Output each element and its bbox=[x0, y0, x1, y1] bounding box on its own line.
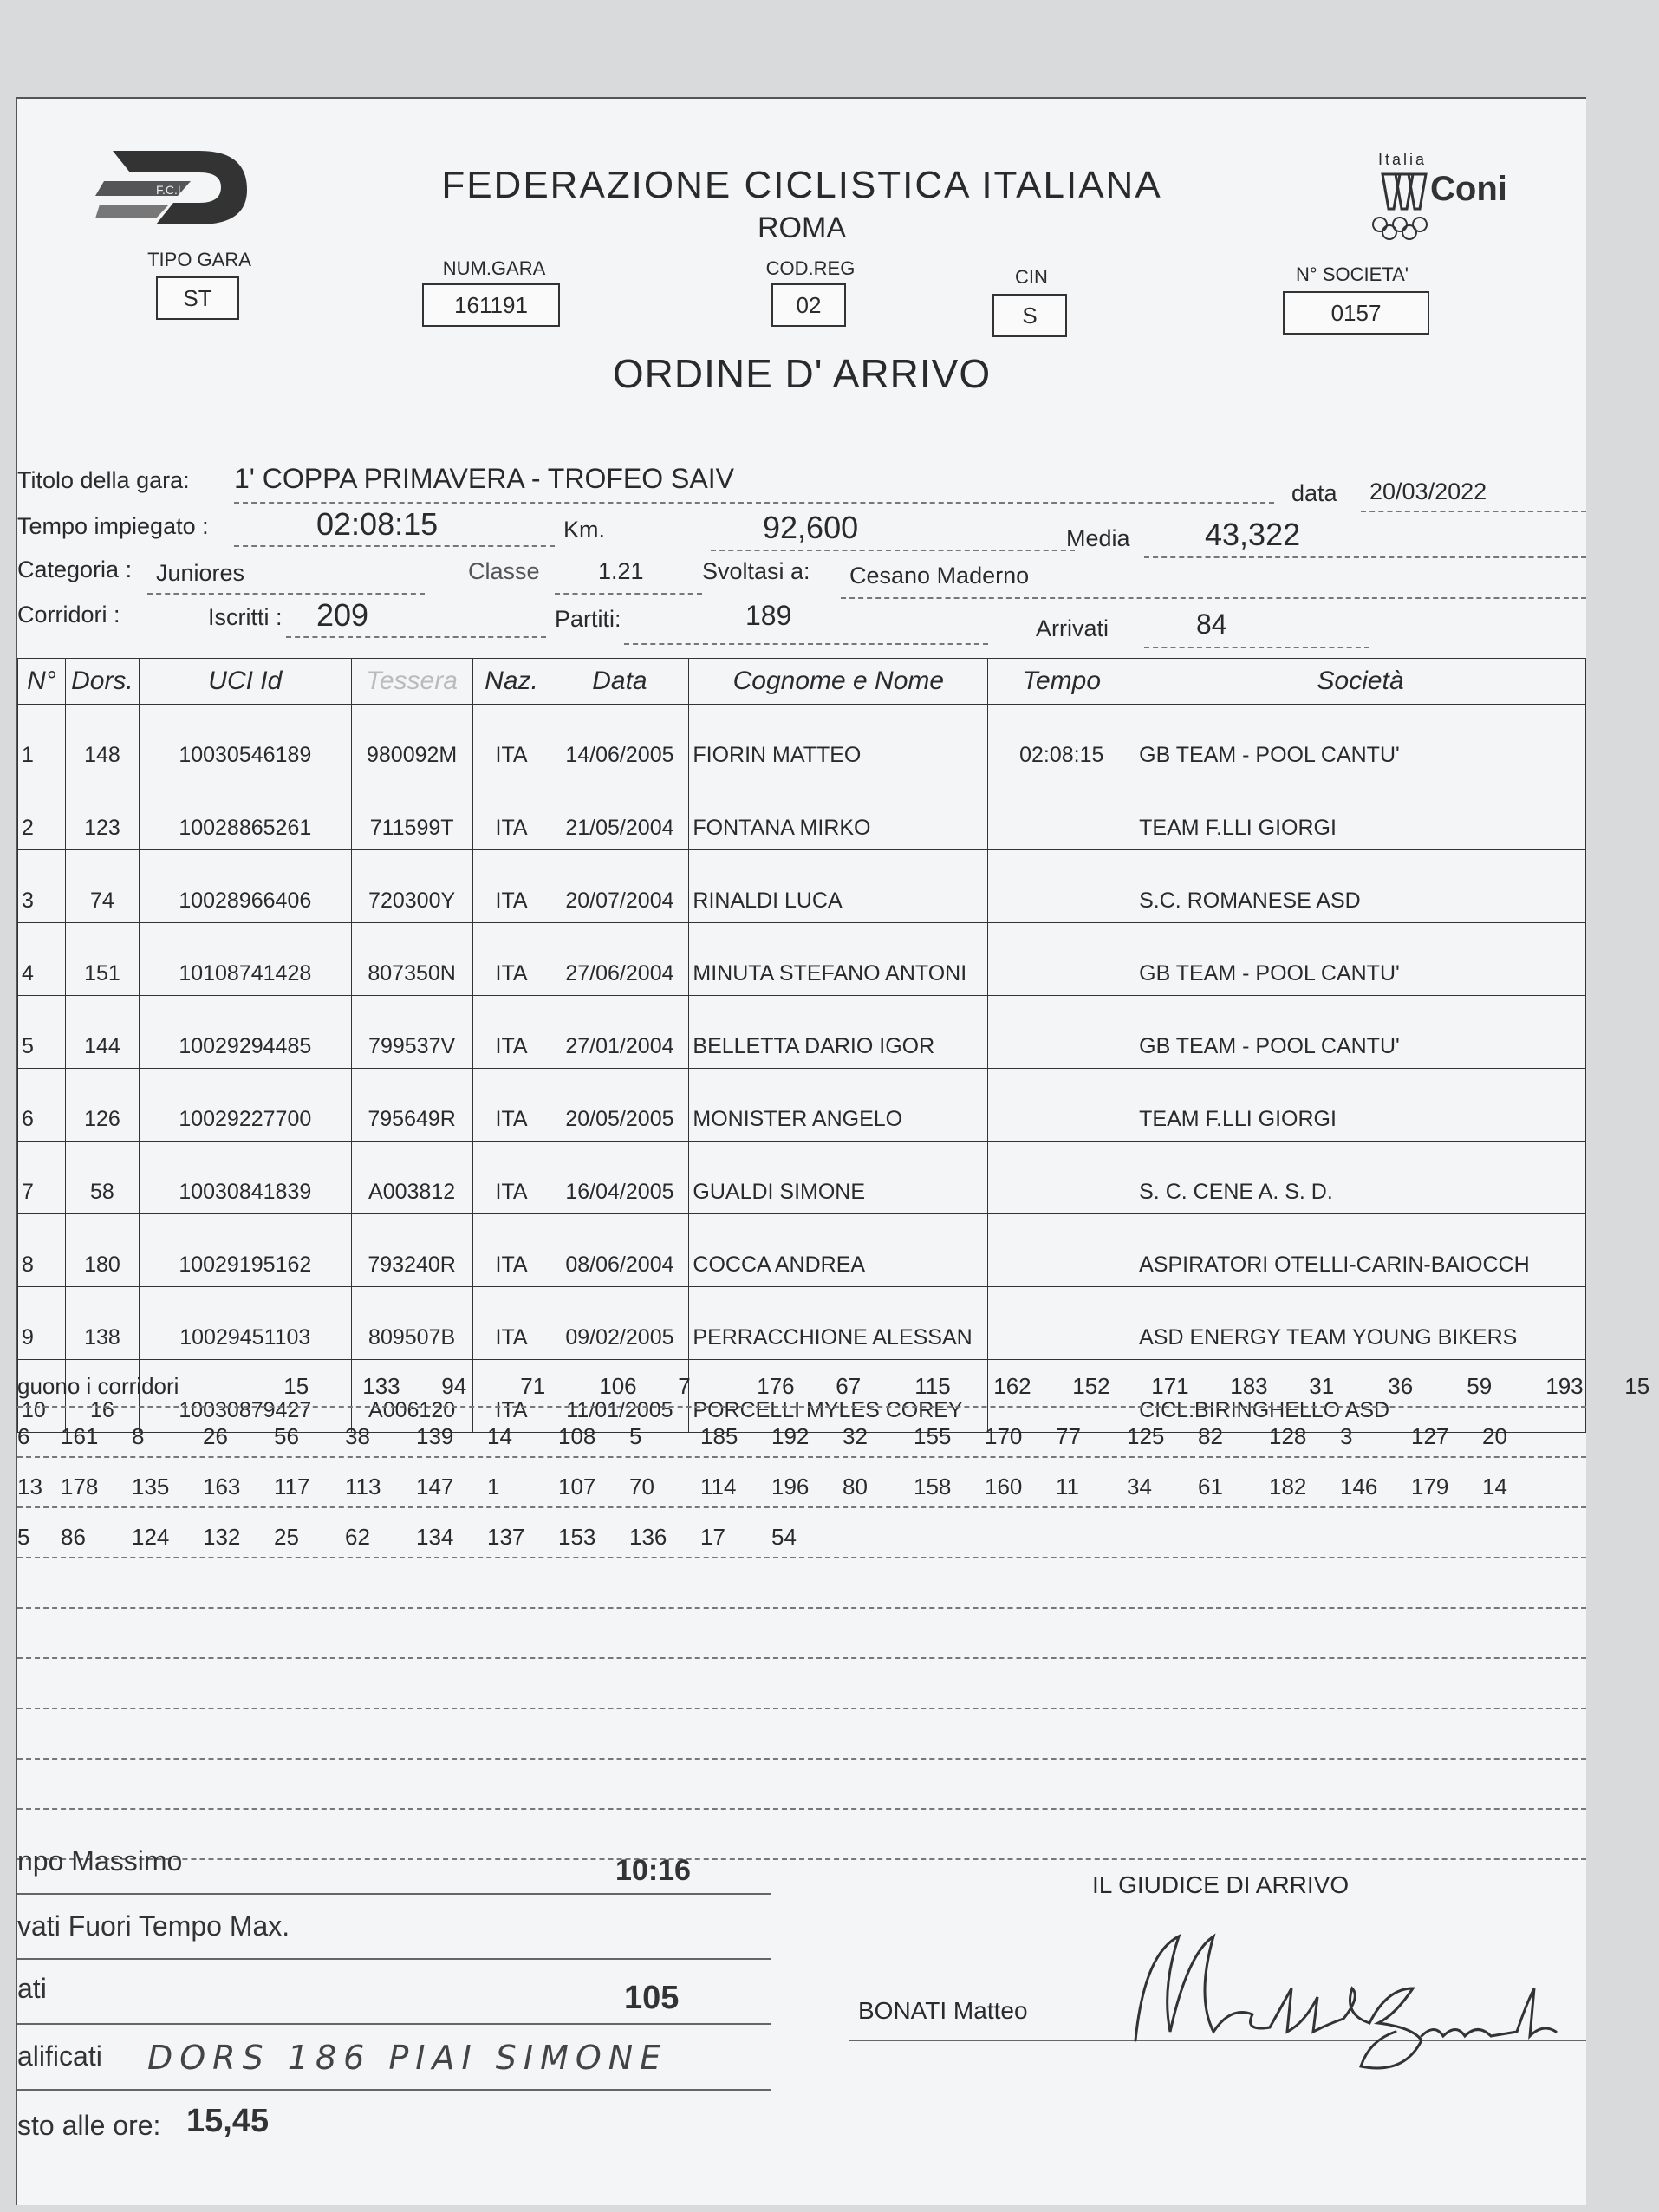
cell-societa: CICL.BIRINGHELLO ASD bbox=[1135, 1360, 1586, 1433]
cell-uci: 10029195162 bbox=[139, 1214, 351, 1287]
blank-dash-2 bbox=[17, 1657, 1586, 1659]
other-line bbox=[17, 2023, 771, 2025]
follower-number: 179 bbox=[1411, 1474, 1449, 1500]
race-category: Juniores bbox=[156, 560, 245, 586]
col-header-n: N° bbox=[18, 659, 66, 705]
max-time-value: 10:16 bbox=[615, 1854, 691, 1887]
coni-italia-text: Italia bbox=[1378, 151, 1428, 168]
cell-societa: TEAM F.LLI GIORGI bbox=[1135, 777, 1586, 850]
follower-number: 26 bbox=[203, 1423, 228, 1449]
follower-number: 5 bbox=[17, 1524, 30, 1550]
col-header-tempo: Tempo bbox=[988, 659, 1135, 705]
race-started: 189 bbox=[745, 600, 792, 631]
col-header-nome: Cognome e Nome bbox=[689, 659, 988, 705]
race-category-line bbox=[147, 593, 425, 595]
cell-data: 08/06/2004 bbox=[550, 1214, 689, 1287]
cell-societa: S.C. ROMANESE ASD bbox=[1135, 850, 1586, 923]
out-of-time-label: vati Fuori Tempo Max. bbox=[17, 1910, 290, 1942]
cell-naz: ITA bbox=[472, 1142, 550, 1214]
follower-number: 132 bbox=[203, 1524, 241, 1550]
blank-dash-5 bbox=[17, 1808, 1586, 1810]
cell-naz: ITA bbox=[472, 777, 550, 850]
cell-societa: ASPIRATORI OTELLI-CARIN-BAIOCCH bbox=[1135, 1214, 1586, 1287]
signature-icon bbox=[1083, 1902, 1586, 2092]
followers-dash-4 bbox=[17, 1557, 1586, 1558]
cell-data: 14/06/2005 bbox=[550, 705, 689, 777]
cell-societa: TEAM F.LLI GIORGI bbox=[1135, 1069, 1586, 1142]
follower-number: 134 bbox=[416, 1524, 454, 1550]
cell-n: 5 bbox=[18, 996, 66, 1069]
cell-tessera: 980092M bbox=[351, 705, 472, 777]
cell-naz: ITA bbox=[472, 1360, 550, 1433]
follower-number: 135 bbox=[132, 1474, 170, 1500]
race-km-line bbox=[711, 550, 1075, 551]
code-box-cod-reg: 02 bbox=[771, 283, 846, 327]
place-label: Svoltasi a: bbox=[702, 558, 810, 584]
race-place: Cesano Maderno bbox=[849, 563, 1030, 589]
table-row bbox=[18, 1069, 1586, 1142]
other-label: ati bbox=[17, 1973, 47, 2004]
blank-dash-3 bbox=[17, 1708, 1586, 1709]
cell-nome: MONISTER ANGELO bbox=[689, 1069, 988, 1142]
max-time-line bbox=[17, 1893, 771, 1895]
follower-number: 192 bbox=[771, 1423, 810, 1449]
cell-data: 21/05/2004 bbox=[550, 777, 689, 850]
follower-number: 56 bbox=[274, 1423, 299, 1449]
follower-number: 147 bbox=[416, 1474, 454, 1500]
follower-number: 196 bbox=[771, 1474, 810, 1500]
col-header-data: Data bbox=[550, 659, 689, 705]
cell-uci: 10028865261 bbox=[139, 777, 351, 850]
follower-number: 7 bbox=[678, 1373, 691, 1399]
cell-tempo bbox=[988, 777, 1135, 850]
cell-naz: ITA bbox=[472, 1214, 550, 1287]
cell-tempo: 02:08:15 bbox=[988, 705, 1135, 777]
cell-dors: 123 bbox=[65, 777, 139, 850]
cell-nome: FONTANA MIRKO bbox=[689, 777, 988, 850]
follower-number: 163 bbox=[203, 1474, 241, 1500]
started-label: Partiti: bbox=[555, 606, 621, 632]
cell-dors: 144 bbox=[65, 996, 139, 1069]
cell-n: 8 bbox=[18, 1214, 66, 1287]
followers-line-1 bbox=[17, 1373, 1659, 1400]
code-label-cin: CIN bbox=[1015, 266, 1048, 288]
cell-n: 3 bbox=[18, 850, 66, 923]
cell-uci: 10030879427 bbox=[139, 1360, 351, 1433]
cell-nome: PORCELLI MYLES COREY bbox=[689, 1360, 988, 1433]
col-header-dors: Dors. bbox=[65, 659, 139, 705]
race-date-label: data bbox=[1291, 480, 1337, 506]
cell-tempo bbox=[988, 1142, 1135, 1214]
cell-tempo bbox=[988, 1214, 1135, 1287]
code-box-num-gara: 161191 bbox=[422, 283, 560, 327]
follower-number: 114 bbox=[700, 1474, 737, 1500]
code-label-cod-reg: COD.REG bbox=[765, 257, 856, 279]
cell-data: 27/06/2004 bbox=[550, 923, 689, 996]
results-table bbox=[17, 658, 1586, 1433]
follower-number: 67 bbox=[836, 1373, 862, 1399]
table-row bbox=[18, 1287, 1586, 1360]
coni-name: Coni bbox=[1430, 170, 1507, 208]
race-title-line bbox=[234, 502, 1274, 504]
cell-naz: ITA bbox=[472, 996, 550, 1069]
race-class: 1.21 bbox=[598, 558, 644, 584]
document-title: ORDINE D' ARRIVO bbox=[612, 351, 992, 396]
registered-label: Iscritti : bbox=[208, 604, 283, 630]
cell-data: 20/05/2005 bbox=[550, 1069, 689, 1142]
table-row bbox=[18, 777, 1586, 850]
cell-uci: 10029451103 bbox=[139, 1287, 351, 1360]
follower-number: 176 bbox=[757, 1373, 795, 1399]
cell-nome: MINUTA STEFANO ANTONI bbox=[689, 923, 988, 996]
follower-number: 77 bbox=[1056, 1423, 1081, 1449]
race-registered: 209 bbox=[316, 597, 369, 633]
table-row bbox=[18, 1214, 1586, 1287]
cell-n: 6 bbox=[18, 1069, 66, 1142]
out-of-time-line bbox=[17, 1958, 771, 1960]
race-media: 43,322 bbox=[1205, 517, 1301, 552]
cell-uci: 10029294485 bbox=[139, 996, 351, 1069]
cell-n: 4 bbox=[18, 923, 66, 996]
col-header-societa: Società bbox=[1135, 659, 1586, 705]
cell-nome: GUALDI SIMONE bbox=[689, 1142, 988, 1214]
other-value: 105 bbox=[624, 1980, 680, 2016]
cell-dors: 180 bbox=[65, 1214, 139, 1287]
follower-number: 152 bbox=[1072, 1373, 1110, 1399]
time-label: Tempo impiegato : bbox=[17, 513, 209, 539]
blank-dash-1 bbox=[17, 1607, 1586, 1609]
followers-line-3 bbox=[17, 1474, 1517, 1500]
km-label: Km. bbox=[563, 517, 606, 543]
follower-number: 59 bbox=[1467, 1373, 1493, 1399]
cell-tempo bbox=[988, 1287, 1135, 1360]
race-date: 20/03/2022 bbox=[1369, 478, 1487, 504]
table-row bbox=[18, 705, 1586, 777]
class-label: Classe bbox=[468, 558, 540, 584]
cell-tempo bbox=[988, 996, 1135, 1069]
follower-number: 161 bbox=[61, 1423, 99, 1449]
follower-number: 155 bbox=[914, 1423, 952, 1449]
race-place-line bbox=[841, 597, 1586, 599]
follower-number: 31 bbox=[1309, 1373, 1335, 1399]
follower-number: 8 bbox=[132, 1423, 145, 1449]
closed-time: 15,45 bbox=[186, 2103, 270, 2139]
category-label: Categoria : bbox=[17, 556, 133, 582]
cell-n: 9 bbox=[18, 1287, 66, 1360]
follower-number: 70 bbox=[629, 1474, 654, 1500]
media-label: Media bbox=[1066, 525, 1130, 551]
follower-number: 36 bbox=[1388, 1373, 1414, 1399]
race-time-line bbox=[234, 545, 555, 547]
max-time-label: npo Massimo bbox=[17, 1845, 183, 1877]
race-started-line bbox=[624, 643, 988, 645]
race-title: 1' COPPA PRIMAVERA - TROFEO SAIV bbox=[234, 463, 734, 494]
cell-n: 2 bbox=[18, 777, 66, 850]
blank-dash-6 bbox=[17, 1858, 1586, 1860]
cell-n: 7 bbox=[18, 1142, 66, 1214]
follower-number: 158 bbox=[914, 1474, 952, 1500]
follower-number: 34 bbox=[1127, 1474, 1152, 1500]
riders-label: Corridori : bbox=[17, 602, 120, 628]
follower-number: 125 bbox=[1127, 1423, 1165, 1449]
cell-tempo bbox=[988, 1069, 1135, 1142]
disqualified-line bbox=[17, 2089, 771, 2091]
cell-data: 16/04/2005 bbox=[550, 1142, 689, 1214]
coni-emblem-icon bbox=[1378, 170, 1430, 213]
followers-dash-3 bbox=[17, 1506, 1586, 1508]
follower-number: 133 bbox=[362, 1373, 400, 1399]
followers-dash-2 bbox=[17, 1456, 1586, 1458]
followers-line-4 bbox=[17, 1524, 843, 1551]
follower-number: 71 bbox=[520, 1373, 546, 1399]
table-row bbox=[18, 996, 1586, 1069]
cell-uci: 10030841839 bbox=[139, 1142, 351, 1214]
cell-uci: 10108741428 bbox=[139, 923, 351, 996]
cell-tessera: A003812 bbox=[351, 1142, 472, 1214]
follower-number: 162 bbox=[993, 1373, 1031, 1399]
cell-n: 1 bbox=[18, 705, 66, 777]
follower-number: 11 bbox=[1056, 1474, 1079, 1500]
cell-naz: ITA bbox=[472, 1069, 550, 1142]
follower-number: 170 bbox=[985, 1423, 1023, 1449]
follower-number: 185 bbox=[700, 1423, 738, 1449]
follower-number: 25 bbox=[274, 1524, 299, 1550]
cell-nome: COCCA ANDREA bbox=[689, 1214, 988, 1287]
cell-dors: 126 bbox=[65, 1069, 139, 1142]
cell-nome: RINALDI LUCA bbox=[689, 850, 988, 923]
disqualified-note: DORS 186 PIAI SIMONE bbox=[147, 2039, 668, 2077]
race-class-line bbox=[555, 593, 702, 595]
results-sheet bbox=[16, 97, 1650, 2205]
disqualified-label: alificati bbox=[17, 2040, 102, 2072]
follower-number: 14 bbox=[487, 1423, 512, 1449]
follower-number: 6 bbox=[17, 1423, 30, 1449]
cell-societa: GB TEAM - POOL CANTU' bbox=[1135, 996, 1586, 1069]
cell-tessera: 807350N bbox=[351, 923, 472, 996]
code-label-societa: N° SOCIETA' bbox=[1296, 263, 1409, 285]
cell-uci: 10029227700 bbox=[139, 1069, 351, 1142]
follower-number: 94 bbox=[441, 1373, 467, 1399]
cell-tessera: 711599T bbox=[351, 777, 472, 850]
follower-number: 86 bbox=[61, 1524, 86, 1550]
race-arrived-line bbox=[1144, 647, 1369, 648]
cell-societa: GB TEAM - POOL CANTU' bbox=[1135, 923, 1586, 996]
follower-number: 107 bbox=[558, 1474, 596, 1500]
cell-tempo bbox=[988, 850, 1135, 923]
cell-tempo bbox=[988, 923, 1135, 996]
followers-dash-1 bbox=[17, 1406, 1586, 1408]
cell-naz: ITA bbox=[472, 923, 550, 996]
cell-nome: PERRACCHIONE ALESSAN bbox=[689, 1287, 988, 1360]
judge-title: IL GIUDICE DI ARRIVO bbox=[1092, 1871, 1350, 1898]
closed-label: sto alle ore: bbox=[17, 2110, 161, 2141]
follower-number: 115 bbox=[914, 1373, 951, 1399]
olympic-rings-icon bbox=[1369, 216, 1430, 242]
cell-data: 27/01/2004 bbox=[550, 996, 689, 1069]
follower-number: 171 bbox=[1151, 1373, 1189, 1399]
follower-number: 3 bbox=[1340, 1423, 1353, 1449]
cell-tessera: A006120 bbox=[351, 1360, 472, 1433]
follower-number: 178 bbox=[61, 1474, 99, 1500]
cell-tessera: 799537V bbox=[351, 996, 472, 1069]
code-label-tipo-gara: TIPO GARA bbox=[147, 249, 251, 270]
follower-number: 160 bbox=[985, 1474, 1023, 1500]
follower-number: 62 bbox=[345, 1524, 370, 1550]
follower-number: 13 bbox=[17, 1474, 42, 1500]
followers-label: guono i corridori bbox=[17, 1373, 179, 1399]
follower-number: 182 bbox=[1269, 1474, 1307, 1500]
cell-dors: 74 bbox=[65, 850, 139, 923]
code-box-tipo-gara: ST bbox=[156, 276, 239, 320]
cell-uci: 10030546189 bbox=[139, 705, 351, 777]
follower-number: 54 bbox=[771, 1524, 797, 1550]
cell-data: 20/07/2004 bbox=[550, 850, 689, 923]
follower-number: 124 bbox=[132, 1524, 170, 1550]
code-label-num-gara: NUM.GARA bbox=[442, 257, 546, 279]
table-header-row bbox=[18, 659, 1586, 705]
followers-line-2 bbox=[17, 1423, 1517, 1450]
follower-number: 15 bbox=[1624, 1373, 1650, 1399]
col-header-naz: Naz. bbox=[472, 659, 550, 705]
cell-tessera: 720300Y bbox=[351, 850, 472, 923]
table-row bbox=[18, 850, 1586, 923]
follower-number: 32 bbox=[843, 1423, 868, 1449]
blank-dash-4 bbox=[17, 1758, 1586, 1760]
federation-title: FEDERAZIONE CICLISTICA ITALIANA bbox=[441, 164, 1162, 206]
col-header-tessera: Tessera bbox=[351, 659, 472, 705]
follower-number: 82 bbox=[1198, 1423, 1223, 1449]
cell-data: 09/02/2005 bbox=[550, 1287, 689, 1360]
follower-number: 20 bbox=[1482, 1423, 1507, 1449]
cell-nome: BELLETTA DARIO IGOR bbox=[689, 996, 988, 1069]
col-header-uci-id: UCI Id bbox=[139, 659, 351, 705]
follower-number: 193 bbox=[1545, 1373, 1584, 1399]
race-registered-line bbox=[286, 636, 546, 638]
cell-dors: 58 bbox=[65, 1142, 139, 1214]
follower-number: 153 bbox=[558, 1524, 596, 1550]
follower-number: 136 bbox=[629, 1524, 667, 1550]
code-box-cin: S bbox=[992, 294, 1067, 337]
race-media-line bbox=[1144, 556, 1586, 558]
code-box-societa: 0157 bbox=[1283, 291, 1429, 335]
cell-tessera: 795649R bbox=[351, 1069, 472, 1142]
race-title-label: Titolo della gara: bbox=[17, 467, 190, 493]
cell-naz: ITA bbox=[472, 1287, 550, 1360]
follower-number: 5 bbox=[629, 1423, 642, 1449]
cell-n: 10 bbox=[18, 1360, 66, 1433]
follower-number: 117 bbox=[274, 1474, 310, 1500]
follower-number: 139 bbox=[416, 1423, 454, 1449]
cell-uci: 10028966406 bbox=[139, 850, 351, 923]
follower-number: 127 bbox=[1411, 1423, 1449, 1449]
follower-number: 17 bbox=[700, 1524, 725, 1550]
follower-number: 1 bbox=[487, 1474, 500, 1500]
follower-number: 14 bbox=[1482, 1474, 1507, 1500]
arrived-label: Arrivati bbox=[1036, 615, 1109, 641]
follower-number: 61 bbox=[1198, 1474, 1223, 1500]
race-km: 92,600 bbox=[763, 510, 859, 545]
cell-data: 11/01/2005 bbox=[550, 1360, 689, 1433]
cell-dors: 148 bbox=[65, 705, 139, 777]
coni-logo bbox=[1343, 151, 1534, 246]
cell-naz: ITA bbox=[472, 850, 550, 923]
follower-number: 183 bbox=[1230, 1373, 1268, 1399]
cell-tessera: 793240R bbox=[351, 1214, 472, 1287]
follower-number: 113 bbox=[345, 1474, 381, 1500]
follower-number: 15 bbox=[283, 1373, 309, 1399]
table-row bbox=[18, 923, 1586, 996]
cell-societa: S. C. CENE A. S. D. bbox=[1135, 1142, 1586, 1214]
race-date-line bbox=[1361, 511, 1586, 512]
race-time: 02:08:15 bbox=[316, 506, 439, 542]
follower-number: 108 bbox=[558, 1423, 596, 1449]
cell-dors: 151 bbox=[65, 923, 139, 996]
cell-tessera: 809507B bbox=[351, 1287, 472, 1360]
cell-nome: FIORIN MATTEO bbox=[689, 705, 988, 777]
follower-number: 137 bbox=[487, 1524, 525, 1550]
follower-number: 38 bbox=[345, 1423, 370, 1449]
cell-societa: GB TEAM - POOL CANTU' bbox=[1135, 705, 1586, 777]
logo-text: F.C.I. bbox=[156, 183, 185, 197]
follower-number: 128 bbox=[1269, 1423, 1307, 1449]
follower-number: 146 bbox=[1340, 1474, 1378, 1500]
cell-dors: 16 bbox=[65, 1360, 139, 1433]
cell-dors: 138 bbox=[65, 1287, 139, 1360]
follower-number: 106 bbox=[599, 1373, 637, 1399]
table-row bbox=[18, 1142, 1586, 1214]
race-arrived: 84 bbox=[1196, 608, 1227, 640]
cell-naz: ITA bbox=[472, 705, 550, 777]
federation-city: ROMA bbox=[758, 211, 846, 244]
cell-societa: ASD ENERGY TEAM YOUNG BIKERS bbox=[1135, 1287, 1586, 1360]
judge-name: BONATI Matteo bbox=[858, 1997, 1028, 2024]
follower-number: 80 bbox=[843, 1474, 868, 1500]
